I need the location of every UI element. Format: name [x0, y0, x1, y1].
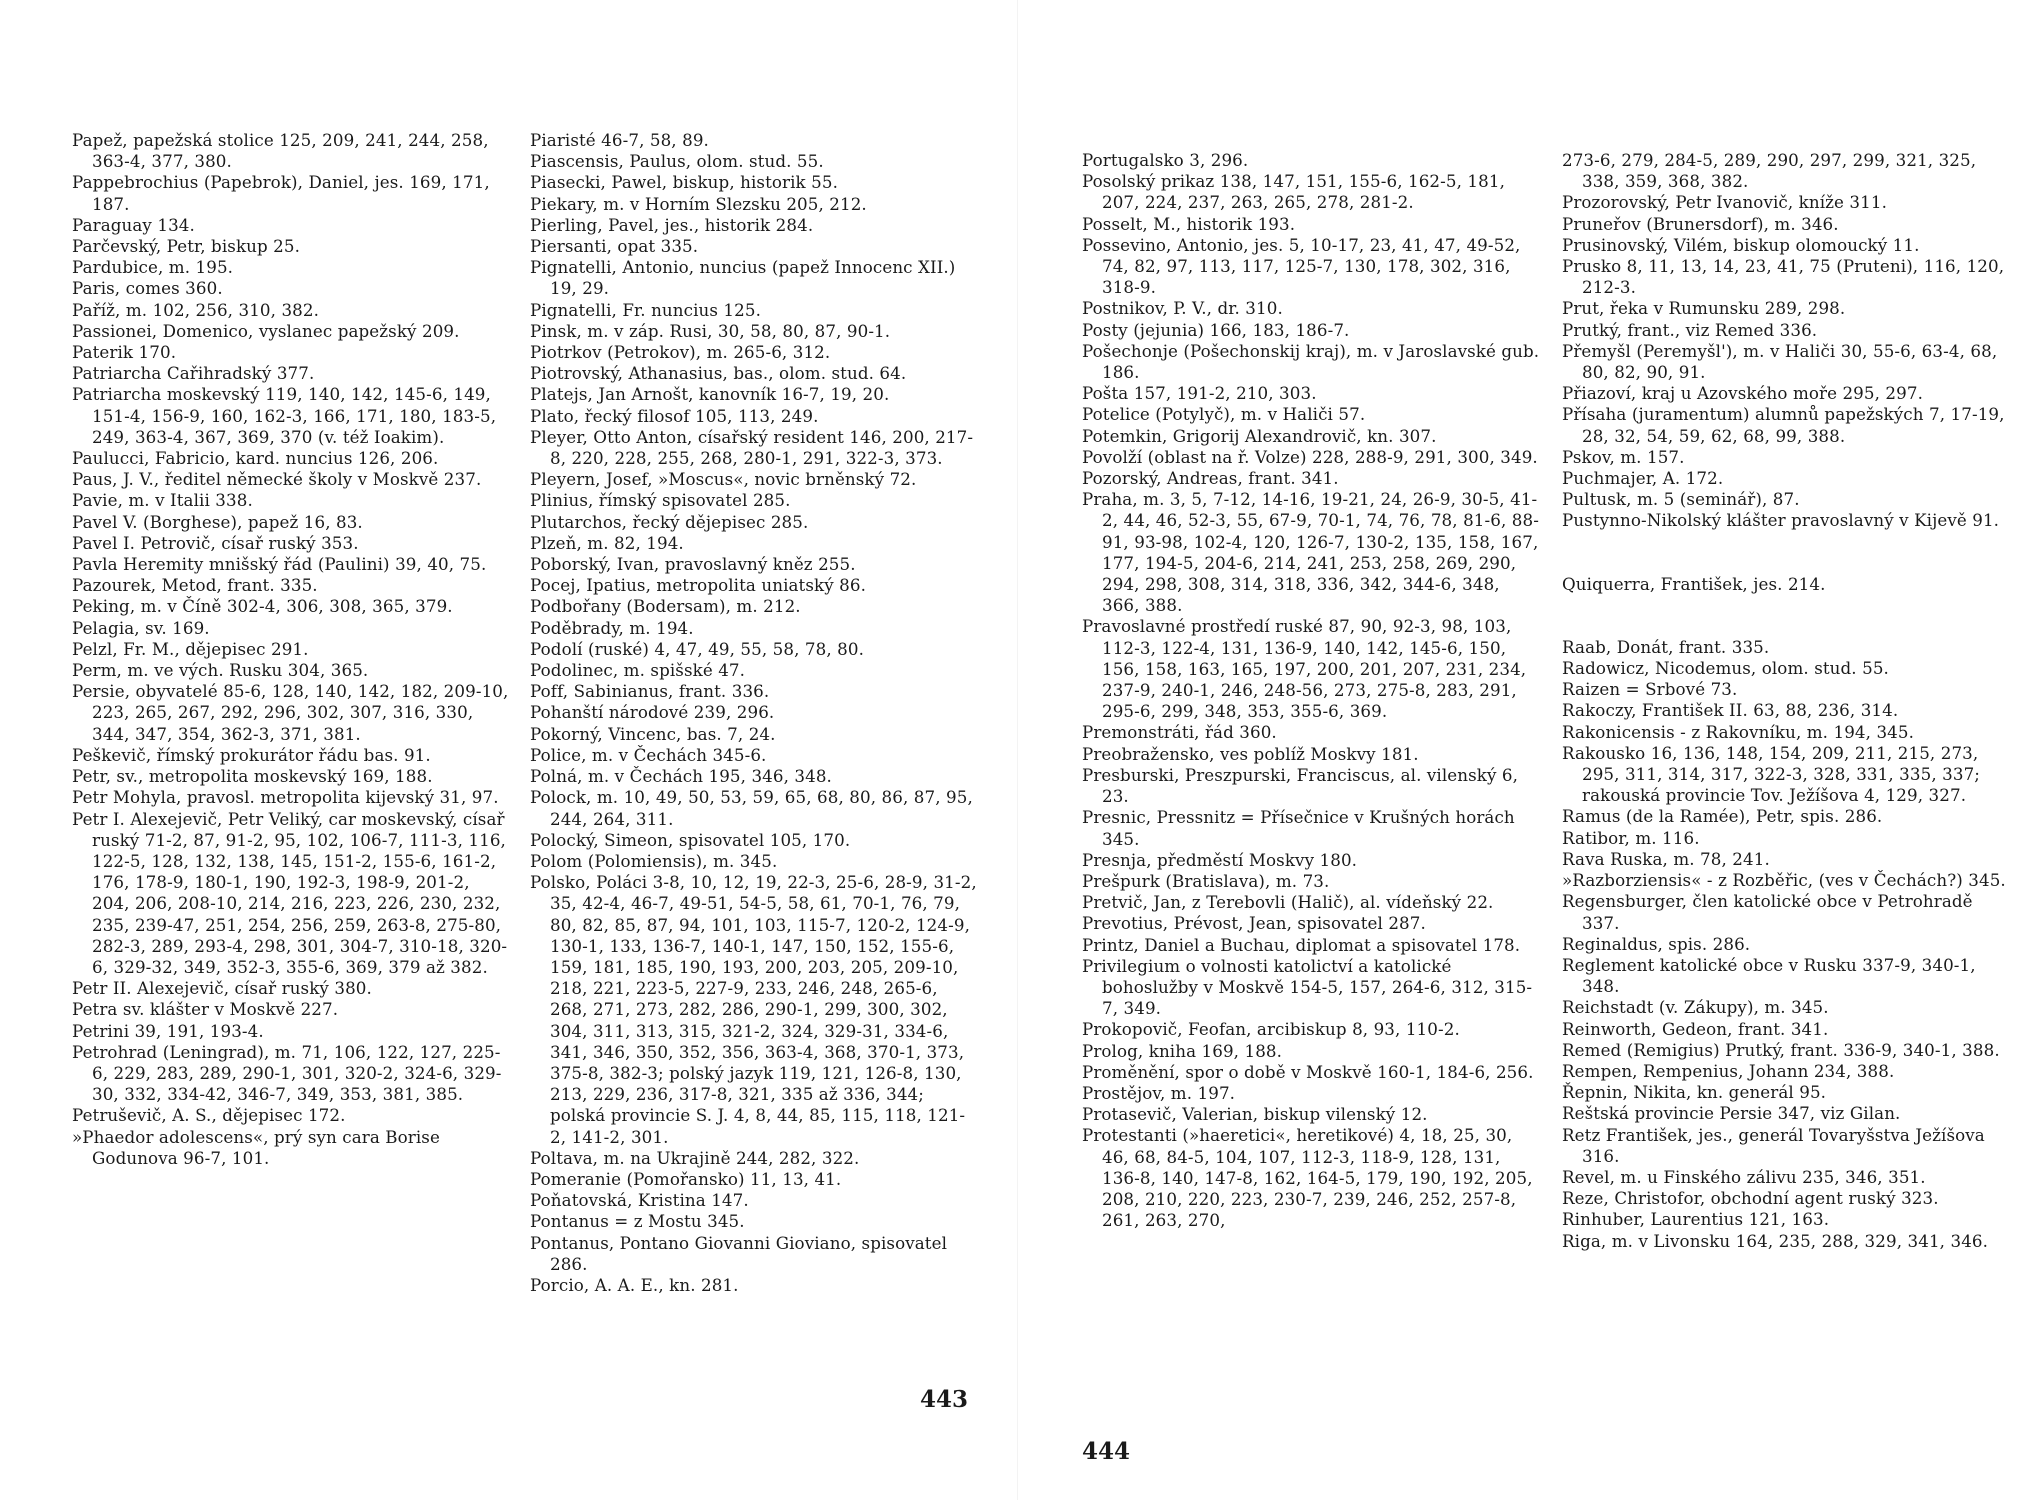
index-entry: Pleyern, Josef, »Moscus«, novic brněnský 72. [530, 469, 917, 490]
index-entry: Prolog, kniha 169, 188. [1082, 1040, 1283, 1061]
index-entry: Platejs, Jan Arnošt, kanovník 16-7, 19, 20. [530, 384, 890, 405]
index-entry: Pleyer, Otto Anton, císařský resident 146, 200, 217-8, 220, 228, 255, 268, 280-1, 291, 322-3, 373. [530, 426, 974, 469]
index-entry: Povolží (oblast na ř. Volze) 228, 288-9, 291, 300, 349. [1082, 446, 1538, 467]
index-entry: Pignatelli, Antonio, nuncius (papež Innocenc XII.) 19, 29. [530, 257, 956, 299]
index-entry: Poňatovská, Kristina 147. [530, 1190, 749, 1211]
index-entry: Plutarchos, řecký dějepisec 285. [530, 511, 809, 532]
index-entry: Pierling, Pavel, jes., historik 284. [530, 214, 814, 235]
index-entry: Retz František, jes., generál Tovaryšstva Ježíšova 316. [1562, 1124, 1985, 1166]
index-entry: Prusinovský, Vilém, biskup olomoucký 11. [1562, 234, 1920, 255]
index-entry: Possevino, Antonio, jes. 5, 10-17, 23, 41, 47, 49-52, 74, 82, 97, 113, 117, 125-7, 130, 178, 302, 316, 318-9. [1082, 234, 1521, 298]
index-entry: Quiquerra, František, jes. 214. [1562, 573, 1826, 594]
index-entry: Prokopovič, Feofan, arcibiskup 8, 93, 110-2. [1082, 1019, 1460, 1040]
index-entry: Reginaldus, spis. 286. [1562, 933, 1751, 954]
index-entry: Piotrovský, Athanasius, bas., olom. stud. 64. [530, 363, 907, 384]
index-entry: Pokorný, Vincenc, bas. 7, 24. [530, 723, 776, 744]
index-entry: Paraguay 134. [72, 214, 195, 235]
index-entry: Pavel V. (Borghese), papež 16, 83. [72, 511, 363, 532]
index-entry: Plato, řecký filosof 105, 113, 249. [530, 405, 819, 426]
index-entry: Police, m. v Čechách 345-6. [530, 744, 767, 765]
index-entry: Paříž, m. 102, 256, 310, 382. [72, 299, 320, 320]
letter-section-gap [1562, 595, 2012, 637]
index-entry: Polocký, Simeon, spisovatel 105, 170. [530, 829, 851, 850]
index-entry: Potemkin, Grigorij Alexandrovič, kn. 307. [1082, 425, 1437, 446]
index-entry: Pošechonje (Pošechonskij kraj), m. v Jaroslavské gub. 186. [1082, 340, 1540, 383]
index-entry: Piekary, m. v Horním Slezsku 205, 212. [530, 193, 867, 214]
index-entry: Parčevský, Petr, biskup 25. [72, 236, 301, 257]
index-entry: Protasevič, Valerian, biskup vilenský 12. [1082, 1104, 1428, 1125]
index-entry: Pontanus = z Mostu 345. [530, 1211, 745, 1232]
index-entry: Papež, papežská stolice 125, 209, 241, 244, 258, 363-4, 377, 380. [72, 130, 489, 172]
index-entry: Peking, m. v Číně 302-4, 306, 308, 365, 379. [72, 596, 453, 617]
index-entry: Reglement katolické obce v Rusku 337-9, 340-1, 348. [1562, 954, 1976, 997]
index-entry: Premonstráti, řád 360. [1082, 722, 1277, 743]
index-entry: Plinius, římský spisovatel 285. [530, 490, 791, 511]
index-entry: Peškevič, římský prokurátor řádu bas. 91. [72, 744, 431, 765]
index-entry: Portugalsko 3, 296. [1082, 150, 1249, 170]
page-number: 444 [1082, 1438, 1131, 1465]
index-entry: »Phaedor adolescens«, prý syn cara Borise Godunova 96-7, 101. [72, 1126, 440, 1168]
index-entry: Printz, Daniel a Buchau, diplomat a spisovatel 178. [1082, 934, 1521, 955]
letter-section-gap [1562, 532, 2012, 574]
index-column [530, 130, 977, 1296]
index-entry: Remed (Remigius) Prutký, frant. 336-9, 340-1, 388. [1562, 1039, 2000, 1060]
index-entry: Presnja, předměstí Moskvy 180. [1082, 849, 1358, 870]
index-entry: Patriarcha Cařihradský 377. [72, 363, 315, 384]
index-entry: Rinhuber, Laurentius 121, 163. [1562, 1209, 1830, 1230]
index-entry: Pozorský, Andreas, frant. 341. [1082, 468, 1339, 489]
index-entry: Přemyšl (Peremyšl'), m. v Haliči 30, 55-6, 63-4, 68, 80, 82, 90, 91. [1562, 340, 1998, 383]
page-number: 443 [920, 1386, 969, 1413]
index-entry: Rakonicensis - z Rakovníku, m. 194, 345. [1562, 721, 1915, 742]
index-entry: Petr, sv., metropolita moskevský 169, 188. [72, 766, 433, 787]
index-entry: Paris, comes 360. [72, 278, 223, 299]
index-entry: Pardubice, m. 195. [72, 257, 234, 278]
index-entry: Petruševič, A. S., dějepisec 172. [72, 1105, 346, 1126]
index-entry: Pravoslavné prostředí ruské 87, 90, 92-3, 98, 103, 112-3, 122-4, 131, 136-9, 140, 142, 145-6, 150, 156, 158, 163, 165, 197, 200, 201, 207, 231, 234, 237-9, 240-1, 246, 248-56, 273, 275-8, 283, 291, 295-6, 299, 348, 353, 355-6, 369. [1082, 616, 1527, 722]
index-entry: Polock, m. 10, 49, 50, 53, 59, 65, 68, 80, 86, 87, 95, 244, 264, 311. [530, 787, 973, 829]
index-entry: Poltava, m. na Ukrajině 244, 282, 322. [530, 1147, 860, 1168]
index-entry: Pavla Heremity mnišský řád (Paulini) 39, 40, 75. [72, 554, 487, 575]
index-entry: Petrini 39, 191, 193-4. [72, 1020, 264, 1041]
index-entry: Praha, m. 3, 5, 7-12, 14-16, 19-21, 24, 26-9, 30-5, 41-2, 44, 46, 52-3, 55, 67-9, 70-1, 74, 76, 78, 81-6, 88-91, 93-98, 102-4, 120, 126-7, 130-2, 135, 158, 167, 177, 194-5, 204-6, 214, 241, 253, 258, 269, 290, 294, 298, 308, 314, 318, 336, 342, 344-6, 348, 366, 388. [1082, 489, 1539, 616]
index-entry: Posselt, M., historik 193. [1082, 213, 1296, 234]
index-entry: Proměnění, spor o době v Moskvě 160-1, 184-6, 256. [1082, 1061, 1534, 1082]
index-entry: Poff, Sabinianus, frant. 336. [530, 681, 770, 702]
index-entry: Podolí (ruské) 4, 47, 49, 55, 58, 78, 80. [530, 638, 864, 659]
index-entry: Pocej, Ipatius, metropolita uniatský 86. [530, 575, 867, 596]
index-entry: Pelzl, Fr. M., dějepisec 291. [72, 638, 309, 659]
index-entry: Pazourek, Metod, frant. 335. [72, 575, 318, 596]
index-entry: Pomeranie (Pomořansko) 11, 13, 41. [530, 1168, 842, 1189]
index-entry: Pošta 157, 191-2, 210, 303. [1082, 383, 1317, 404]
index-column [72, 130, 512, 1169]
index-entry: Pruneřov (Brunersdorf), m. 346. [1562, 213, 1839, 234]
index-entry: Petrohrad (Leningrad), m. 71, 106, 122, 127, 225-6, 229, 283, 289, 290-1, 301, 320-2, 324-6, 329-30, 332, 334-42, 346-7, 349, 353, 381, 385. [72, 1041, 502, 1105]
index-entry: Rempen, Rempenius, Johann 234, 388. [1562, 1060, 1895, 1081]
index-entry: Piascensis, Paulus, olom. stud. 55. [530, 151, 824, 172]
index-entry: Rakoczy, František II. 63, 88, 236, 314. [1562, 700, 1899, 721]
index-entry: Regensburger, člen katolické obce v Petrohradě 337. [1562, 891, 1973, 933]
index-entry: Raizen = Srbové 73. [1562, 679, 1738, 700]
index-entry: Prutký, frant., viz Remed 336. [1562, 319, 1818, 340]
index-entry: Paus, J. V., ředitel německé školy v Moskvě 237. [72, 469, 482, 490]
index-entry: Pontanus, Pontano Giovanni Gioviano, spisovatel 286. [530, 1232, 948, 1274]
index-entry: Piersanti, opat 335. [530, 236, 699, 257]
index-entry: Pustynno-Nikolský klášter pravoslavný v Kijevě 91. [1562, 510, 2000, 531]
index-entry: Podolinec, m. spišské 47. [530, 660, 746, 681]
index-entry: Reze, Christofor, obchodní agent ruský 323. [1562, 1188, 1939, 1209]
index-entry: Pohanští národové 239, 296. [530, 702, 775, 723]
index-entry: Polná, m. v Čechách 195, 346, 348. [530, 766, 832, 787]
index-entry: 273-6, 279, 284-5, 289, 290, 297, 299, 321, 325, 338, 359, 368, 382. [1562, 150, 1977, 192]
index-entry: Pretvič, Jan, z Terebovli (Halič), al. vídeňský 22. [1082, 892, 1494, 913]
index-entry: Polom (Polomiensis), m. 345. [530, 850, 778, 871]
index-entry: Paterik 170. [72, 342, 177, 363]
index-entry: Protestanti (»haeretici«, heretikové) 4, 18, 25, 30, 46, 68, 84-5, 104, 107, 112-3, 118-9, 128, 131, 136-8, 140, 147-8, 162, 164-5, 179, 190, 192, 205, 208, 210, 220, 223, 230-7, 239, 246, 252, 257-8, 261, 263, 270, [1082, 1125, 1533, 1231]
index-entry: Passionei, Domenico, vyslanec papežský 209. [72, 320, 460, 341]
index-entry: Reichstadt (v. Zákupy), m. 345. [1562, 997, 1829, 1018]
index-entry: Poděbrady, m. 194. [530, 617, 694, 638]
index-entry: Paulucci, Fabricio, kard. nuncius 126, 206. [72, 448, 439, 469]
index-entry: Poborský, Ivan, pravoslavný kněz 255. [530, 554, 856, 575]
index-entry: Pskov, m. 157. [1562, 446, 1685, 467]
index-entry: Patriarcha moskevský 119, 140, 142, 145-6, 149, 151-4, 156-9, 160, 162-3, 166, 171, 180, 183-5, 249, 363-4, 367, 369, 370 (v. též Ioakim). [72, 384, 497, 447]
index-entry: Prusko 8, 11, 13, 14, 23, 41, 75 (Pruteni), 116, 120, 212-3. [1562, 256, 2005, 298]
index-entry: Presnic, Pressnitz = Přísečnice v Krušných horách 345. [1082, 807, 1515, 849]
index-entry: Plzeň, m. 82, 194. [530, 532, 684, 553]
index-column [1082, 150, 1542, 1231]
index-entry: Petr I. Alexejevič, Petr Veliký, car moskevský, císař ruský 71-2, 87, 91-2, 95, 102, 106-7, 111-3, 116, 122-5, 128, 132, 138, 145, 151-2, 155-6, 161-2, 176, 178-9, 180-1, 190, 192-3, 198-9, 201-2, 204, 206, 208-10, 214, 216, 223, 226, 230, 232, 235, 239-47, 251, 254, 256, 259, 263-8, 275-80, 282-3, 289, 293-4, 298, 301, 304-7, 310-18, 320-6, 329-32, 349, 352-3, 355-6, 369, 379 až 382. [72, 808, 508, 977]
index-entry: Perm, m. ve vých. Rusku 304, 365. [72, 660, 369, 681]
index-entry: Revel, m. u Finského zálivu 235, 346, 351. [1562, 1166, 1926, 1187]
index-entry: Puchmajer, A. 172. [1562, 468, 1724, 489]
index-entry: Reinworth, Gedeon, frant. 341. [1562, 1018, 1829, 1039]
index-entry: Polsko, Poláci 3-8, 10, 12, 19, 22-3, 25-6, 28-9, 31-2, 35, 42-4, 46-7, 49-51, 54-5, 58, 61, 70-1, 76, 79, 80, 82, 85, 87, 94, 101, 103, 115-7, 120-2, 124-9, 130-1, 133, 136-7, 140-1, 147, 150, 152, 155-6, 159, 181, 185, 190, 193, 200, 203, 205, 209-10, 218, 221, 223-5, 227-9, 233, 246, 248, 265-6, 268, 271, 273, 282, 286, 290-1, 299, 300, 302, 304, 311, 313, 315, 321-2, 324, 329-31, 334-6, 341, 346, 350, 352, 356, 363-4, 368, 370-1, 373, 375-8, 382-3; polský jazyk 119, 121, 126-8, 130, 213, 229, 236, 317-8, 321, 335 až 336, 344; polská provincie S. J. 4, 8, 44, 85, 115, 118, 121-2, 141-2, 301. [530, 872, 977, 1147]
index-entry: Pavie, m. v Italii 338. [72, 490, 253, 511]
index-entry: Preobraženskо, ves poblíž Moskvy 181. [1082, 743, 1419, 764]
index-entry: Pignatelli, Fr. nuncius 125. [530, 299, 761, 320]
index-entry: Porcio, A. A. E., kn. 281. [530, 1274, 739, 1295]
index-entry: Prostějov, m. 197. [1082, 1082, 1236, 1103]
index-entry: Prevotius, Prévost, Jean, spisovatel 287. [1082, 913, 1426, 934]
index-entry: Privilegium o volnosti katolictví a katolické bohoslužby v Moskvě 154-5, 157, 264-6, 312, 315-7, 349. [1082, 955, 1533, 1019]
index-entry: »Razborziensis« - z Rozběřic, (ves v Čechách?) 345. [1562, 870, 2006, 891]
index-entry: Ratibor, m. 116. [1562, 827, 1700, 848]
index-entry: Pappebrochius (Papebrok), Daniel, jes. 169, 171, 187. [72, 172, 490, 214]
page-444 [1017, 0, 2034, 1500]
index-entry: Reštská provincie Persie 347, viz Gilan. [1562, 1103, 1901, 1124]
index-entry: Pinsk, m. v záp. Rusi, 30, 58, 80, 87, 90-1. [530, 320, 891, 341]
index-entry: Pavel I. Petrovič, císař ruský 353. [72, 532, 359, 553]
index-entry: Persie, obyvatelé 85-6, 128, 140, 142, 182, 209-10, 223, 265, 267, 292, 296, 302, 307, 316, 330, 344, 347, 354, 362-3, 371, 381. [72, 681, 509, 744]
index-entry: Postnikov, P. V., dr. 310. [1082, 298, 1283, 319]
index-entry: Přísaha (juramentum) alumnů papežských 7, 17-19, 28, 32, 54, 59, 62, 68, 99, 388. [1562, 404, 2005, 446]
index-entry: Prešpurk (Bratislava), m. 73. [1082, 870, 1330, 891]
index-entry: Posolský prikaz 138, 147, 151, 155-6, 162-5, 181, 207, 224, 237, 263, 265, 278, 281-2. [1082, 171, 1505, 213]
index-entry: Petr II. Alexejevič, císař ruský 380. [72, 978, 372, 999]
index-entry: Ramus (de la Ramée), Petr, spis. 286. [1562, 806, 1883, 827]
index-entry: Pultusk, m. 5 (seminář), 87. [1562, 489, 1800, 510]
index-entry: Piotrkov (Petrokov), m. 265-6, 312. [530, 342, 831, 363]
index-entry: Raab, Donát, frant. 335. [1562, 636, 1770, 657]
index-entry: Petr Mohyla, pravosl. metropolita kijevský 31, 97. [72, 787, 499, 808]
index-entry: Riga, m. v Livonsku 164, 235, 288, 329, 341, 346. [1562, 1230, 1989, 1251]
index-column [1562, 150, 2012, 1252]
index-entry: Pelagia, sv. 169. [72, 617, 210, 638]
index-entry: Piaristé 46-7, 58, 89. [530, 130, 709, 150]
index-entry: Řepnin, Nikita, kn. generál 95. [1562, 1082, 1827, 1103]
index-entry: Petra sv. klášter v Moskvě 227. [72, 999, 339, 1020]
index-entry: Potelice (Potylyč), m. v Haliči 57. [1082, 404, 1366, 425]
index-entry: Podbořany (Bodersam), m. 212. [530, 596, 801, 617]
index-entry: Rakousko 16, 136, 148, 154, 209, 211, 215, 273, 295, 311, 314, 317, 322-3, 328, 331, 335, 337; rakouská provincie Tov. Ježíšova 4, 129, 327. [1562, 742, 1981, 806]
index-entry: Presburski, Preszpurski, Franciscus, al. vilenský 6, 23. [1082, 764, 1519, 807]
index-entry: Piasecki, Pawel, biskup, historik 55. [530, 172, 838, 193]
index-entry: Radowicz, Nicodemus, olom. stud. 55. [1562, 658, 1889, 679]
index-entry: Prut, řeka v Rumunsku 289, 298. [1562, 298, 1846, 319]
index-entry: Rava Ruska, m. 78, 241. [1562, 848, 1770, 869]
index-entry: Posty (jejunia) 166, 183, 186-7. [1082, 319, 1350, 340]
index-entry: Přiazoví, kraj u Azovského moře 295, 297. [1562, 383, 1923, 404]
index-entry: Prozorovský, Petr Ivanovič, kníže 311. [1562, 192, 1887, 213]
